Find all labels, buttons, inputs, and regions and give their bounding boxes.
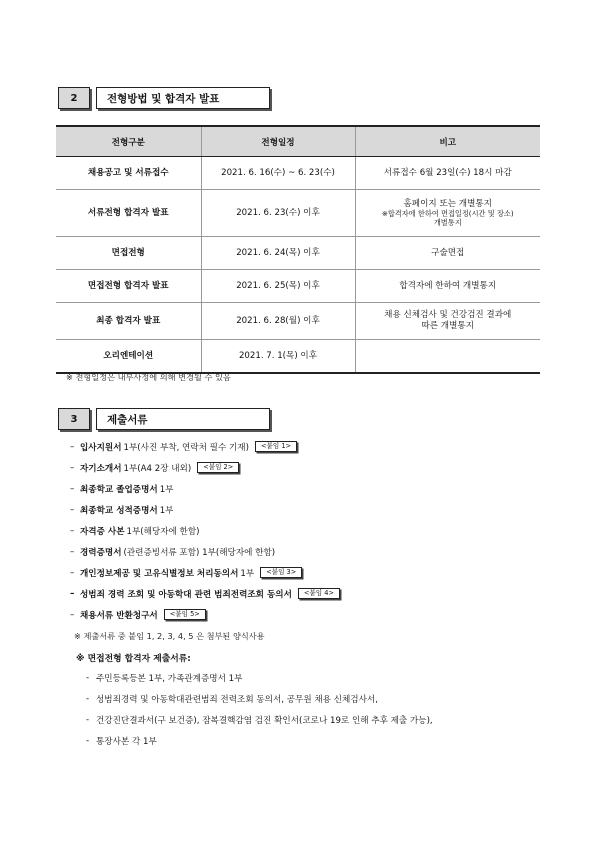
bullet-dash: – — [70, 441, 75, 452]
list-item-text: 건강진단결과서(구 보건증), 잠복결핵감염 검진 확인서(코로나 19로 인해 추후 제출 가능), — [96, 715, 433, 726]
document-name: 개인정보제공 및 고유식별정보 처리동의서 — [80, 568, 239, 579]
note-line: ※합격자에 한하여 면접일정(시간 및 장소) — [381, 209, 514, 219]
stage-cell: 오리엔테이션 — [56, 340, 201, 374]
note-line: 홈페이지 또는 개별통지 — [403, 198, 492, 209]
date-cell: 2021. 6. 23(수) 이후 — [201, 190, 355, 237]
bullet-dash: – — [70, 546, 75, 557]
note-line: 구술면접 — [431, 247, 465, 258]
date-cell: 2021. 6. 16(수) ~ 6. 23(수) — [201, 157, 355, 190]
list-item — [70, 457, 340, 478]
list-item — [86, 709, 433, 730]
section-title: 전형방법 및 합격자 발표 — [96, 87, 270, 109]
note-cell — [355, 340, 540, 374]
list-item-text: 주민등록등본 1부, 가족관계증명서 1부 — [96, 673, 243, 684]
stage-cell: 채용공고 및 서류접수 — [56, 157, 201, 190]
table-header-row — [56, 126, 540, 157]
list-item — [86, 667, 433, 688]
document-name: 최종학교 성적증명서 — [80, 505, 158, 516]
bullet-dash: – — [70, 462, 75, 473]
date-cell: 2021. 6. 28(월) 이후 — [201, 303, 355, 340]
section-number: 2 — [58, 87, 90, 109]
bullet-dash: – — [70, 588, 75, 599]
document-detail: 1부(해당자에 한함) — [126, 526, 200, 537]
table-row — [56, 237, 540, 270]
document-name: 최종학교 졸업증명서 — [80, 484, 158, 495]
list-item — [70, 478, 340, 499]
column-header: 전형구분 — [56, 126, 201, 157]
list-item — [70, 436, 340, 457]
bullet-dash: – — [70, 483, 75, 494]
bullet-dash: - — [86, 693, 90, 704]
bullet-dash: – — [70, 567, 75, 578]
table-row — [56, 190, 540, 237]
note-cell — [355, 237, 540, 270]
bullet-dash: - — [86, 714, 90, 725]
section-2-header — [58, 87, 270, 109]
list-item-text: 성범죄경력 및 아동학대관련범죄 전력조회 동의서, 공무원 채용 신체검사서, — [96, 694, 378, 705]
attachment-tag: <붙임 1> — [255, 441, 297, 453]
document-detail: (관련증빙서류 포함) 1부(해당자에 한함) — [123, 547, 276, 558]
section-3-header — [58, 408, 270, 430]
stage-cell: 서류전형 합격자 발표 — [56, 190, 201, 237]
bullet-dash: - — [86, 672, 90, 683]
note-cell — [355, 303, 540, 340]
column-header: 비고 — [355, 126, 540, 157]
attachment-tag: <붙임 4> — [298, 588, 340, 600]
date-cell: 2021. 6. 25(목) 이후 — [201, 270, 355, 303]
schedule-footnote: ※ 전형일정은 내부사정에 의해 변경될 수 있음 — [66, 372, 231, 382]
document-name: 자기소개서 — [80, 463, 122, 474]
document-name: 성범죄 경력 조회 및 아동학대 관련 범죄전력조회 동의서 — [80, 589, 292, 600]
stage-cell: 면접전형 — [56, 237, 201, 270]
list-item — [70, 499, 340, 520]
note-cell — [355, 270, 540, 303]
document-detail: 1부(사진 부착, 연락처 필수 기재) — [123, 442, 249, 453]
list-item-text: 통장사본 각 1부 — [96, 736, 157, 747]
document-detail: 1부 — [159, 484, 174, 495]
bullet-dash: – — [70, 504, 75, 515]
note-line: 서류접수 6월 23일(수) 18시 마감 — [383, 167, 512, 178]
attachment-note: ※ 제출서류 중 붙임 1, 2, 3, 4, 5 은 첨부된 양식사용 — [74, 631, 265, 641]
document-name: 채용서류 반환청구서 — [80, 610, 158, 621]
attachment-tag: <붙임 5> — [164, 609, 206, 621]
table-row — [56, 303, 540, 340]
note-cell — [355, 157, 540, 190]
note-line: 개별통지 — [433, 218, 462, 228]
document-detail: 1부 — [159, 505, 174, 516]
list-item — [70, 604, 340, 625]
list-item — [86, 688, 433, 709]
table-row — [56, 340, 540, 374]
document-name: 자격증 사본 — [80, 526, 125, 537]
column-header: 전형일정 — [201, 126, 355, 157]
list-item — [70, 562, 340, 583]
bullet-dash: – — [70, 525, 75, 536]
list-item — [70, 520, 340, 541]
table-row — [56, 270, 540, 303]
interview-documents-list — [86, 667, 433, 751]
note-line: 채용 신체검사 및 건강검진 결과에 — [384, 310, 512, 321]
date-cell: 2021. 6. 24(목) 이후 — [201, 237, 355, 270]
list-item — [70, 583, 340, 604]
stage-cell: 면접전형 합격자 발표 — [56, 270, 201, 303]
list-item — [70, 541, 340, 562]
stage-cell: 최종 합격자 발표 — [56, 303, 201, 340]
schedule-table — [56, 125, 540, 374]
date-cell: 2021. 7. 1(목) 이후 — [201, 340, 355, 374]
document-name: 경력증명서 — [80, 547, 122, 558]
required-documents-list — [70, 436, 340, 625]
interview-documents-heading: ※ 면접전형 합격자 제출서류: — [76, 654, 191, 664]
list-item — [86, 730, 433, 751]
document-detail: 1부 — [240, 568, 255, 579]
document-name: 입사지원서 — [80, 442, 122, 453]
section-number: 3 — [58, 408, 90, 430]
note-line: 따른 개별통지 — [421, 321, 475, 331]
document-detail: 1부(A4 2장 내외) — [123, 463, 192, 474]
attachment-tag: <붙임 2> — [197, 462, 239, 474]
section-title: 제출서류 — [96, 408, 270, 430]
bullet-dash: - — [86, 735, 90, 746]
note-cell — [355, 190, 540, 237]
table-row — [56, 157, 540, 190]
attachment-tag: <붙임 3> — [260, 567, 302, 579]
note-line: 합격자에 한하여 개별통지 — [399, 280, 497, 291]
bullet-dash: – — [70, 609, 75, 620]
